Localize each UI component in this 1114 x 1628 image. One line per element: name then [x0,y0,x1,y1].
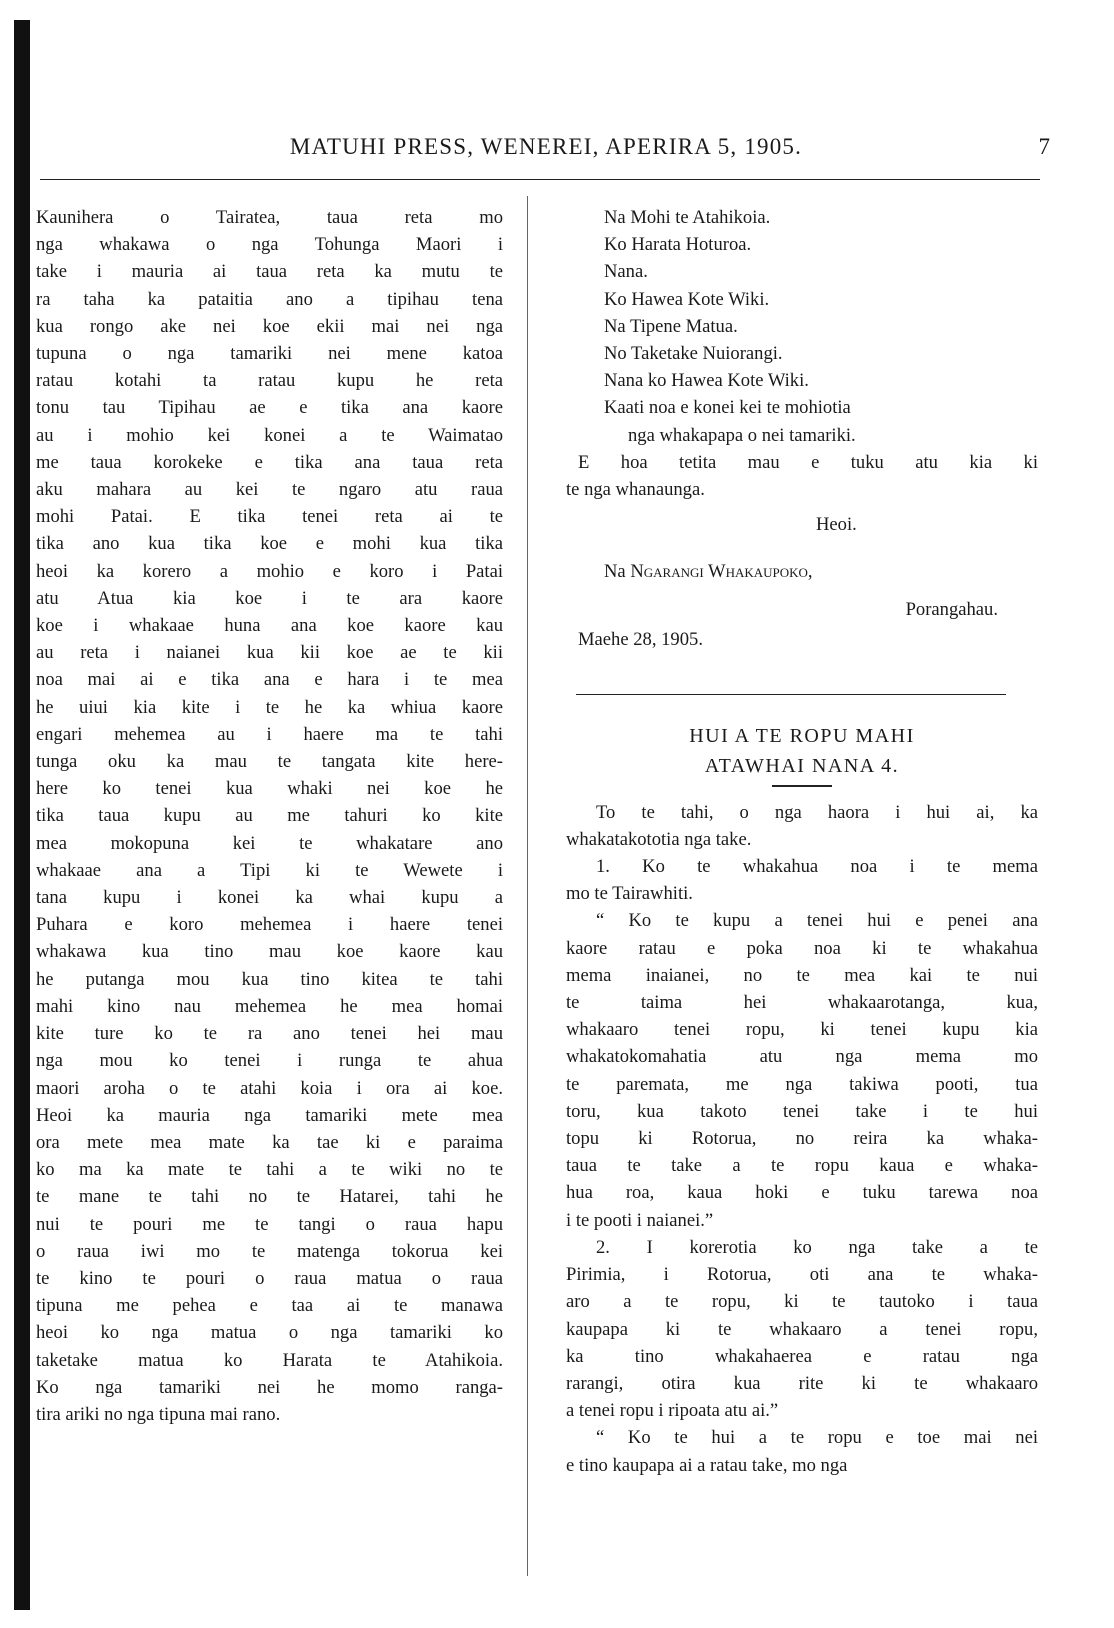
name-line: Kaati noa e konei kei te mohiotia [604,397,851,419]
paragraph-line: e tino kaupapa ai a ratau take, mo nga [566,1454,848,1476]
paragraph [566,853,1038,907]
closing: Heoi. [816,514,857,536]
signature-line [566,558,1038,585]
left-column-line: tira ariki no nga tipuna mai rano. [36,1403,281,1425]
place-date-row [566,586,1038,650]
left-column-line: nui te pouri me te tangi o raua hapu [36,1213,503,1235]
greeting-line: E hoa tetita mau e tuku atu kia ki [578,451,1038,473]
left-column-line: mea mokopuna kei te whakatare ano [36,832,503,854]
left-column-line: tika taua kupu au me tahuri ko kite [36,805,503,827]
left-column-line: au reta i naianei kua kii koe ae te kii [36,642,503,664]
left-column-line: aku mahara au kei te ngaro atu raua [36,479,503,501]
left-column-line: ora mete mea mate ka tae ki e paraima [36,1131,503,1153]
paragraph-line: aro a te ropu, ki te tautoko i taua [566,1291,1038,1313]
left-column-line: tunga oku ka mau te tangata kite here- [36,751,503,773]
name-line: Nana. [604,261,648,283]
left-column-line: koe i whakaae huna ana koe kaore kau [36,615,503,637]
paragraph [566,907,1038,1233]
left-column-line: noa mai ai e tika ana e hara i te mea [36,669,503,691]
left-column-line: mahi kino nau mehemea he mea homai [36,995,503,1017]
paragraph-line: ka tino whakahaerea e ratau nga [566,1345,1038,1367]
left-column-line: te kino te pouri o raua matua o raua [36,1267,503,1289]
paragraph-line: mema inaianei, no te mea kai te nui [566,964,1038,986]
left-column-line: atu Atua kia koe i te ara kaore [36,587,503,609]
left-column-line: nga mou ko tenei i runga te ahua [36,1050,503,1072]
paragraph-line: taua te take a te ropu kaua e whaka- [566,1155,1038,1177]
column-divider [527,196,528,1576]
paragraph-line: whakatokomahatia atu nga mema mo [566,1046,1038,1068]
paragraph-line: i te pooti i naianei.” [566,1209,714,1231]
name-line: Nana ko Hawea Kote Wiki. [604,370,809,392]
section-rule [576,694,1006,695]
signature-name: Ngarangi Whakaupoko, [630,561,813,583]
paragraph-line: hua roa, kaua hoki e tuku tarewa noa [566,1182,1038,1204]
left-column-line: tupuna o nga tamariki nei mene katoa [36,343,503,365]
name-line: Na Tipene Matua. [604,315,738,337]
paragraph [566,799,1038,853]
name-line: Na Mohi te Atahikoia. [604,207,771,228]
left-column-line: whakawa kua tino mau koe kaore kau [36,941,503,963]
paragraph-line: 1. Ko te whakahua noa i te mema [596,856,1038,878]
paragraph-line: mo te Tairawhiti. [566,883,693,905]
left-column-line: engari mehemea au i haere ma te tahi [36,723,503,745]
header-title: MATUHI PRESS, WENEREI, APERIRA 5, 1905. [289,134,803,159]
page-binding-edge [14,20,30,1610]
left-column-line: Kaunihera o Tairatea, taua reta mo [36,207,503,228]
left-column-line: tipuna me pehea e taa ai te manawa [36,1295,503,1317]
left-column-line: mohi Patai. E tika tenei reta ai te [36,506,503,528]
left-column-line: heoi ka korero a mohio e koro i Patai [36,560,503,582]
left-column-line: te mane te tahi no te Hatarei, tahi he [36,1186,503,1208]
left-column-line: take i mauria ai taua reta ka mutu te [36,261,503,283]
left-column-line: o raua iwi mo te matenga tokorua kei [36,1240,503,1262]
paragraph-line: topu ki Rotorua, no reira ka whaka- [566,1128,1038,1150]
right-column [566,204,1038,1479]
paragraph-line: To te tahi, o nga haora i hui ai, ka [596,801,1038,823]
left-column-line: Heoi ka mauria nga tamariki mete mea [36,1104,503,1126]
left-column-line: ko ma ka mate te tahi a te wiki no te [36,1159,503,1181]
left-column-line: he uiui kia kite i te he ka whiua kaore [36,696,503,718]
left-column-line: he putanga mou kua tino kitea te tahi [36,968,503,990]
heading-dash [772,785,832,787]
page-header [40,134,1050,170]
name-line: Ko Hawea Kote Wiki. [604,288,770,310]
left-column-line: me taua korokeke e tika ana taua reta [36,451,503,473]
section-heading-line-1: HUI A TE ROPU MAHI [689,724,915,747]
paragraph-line: Pirimia, i Rotorua, oti ana te whaka- [566,1264,1038,1286]
paragraph-line: a tenei ropu i ripoata atu ai.” [566,1400,779,1422]
left-column-line: kua rongo ake nei koe ekii mai nei nga [36,315,503,337]
section-body [566,799,1038,1479]
header-rule [40,179,1040,180]
left-column-line: ra taha ka pataitia ano a tipihau tena [36,288,503,310]
left-column-line: Ko nga tamariki nei he momo ranga- [36,1376,503,1398]
left-column-line: tana kupu i konei ka whai kupu a [36,887,503,909]
section-heading [566,721,1038,781]
paragraph-line: “ Ko te kupu a tenei hui e penei ana [596,910,1038,932]
paragraph-line: whakaaro tenei ropu, ki tenei kupu kia [566,1019,1038,1041]
left-column-line: kite ture ko te ra ano tenei hei mau [36,1023,503,1045]
signature-prefix: Na [604,561,626,583]
paragraph-line: 2. I korerotia ko nga take a te [596,1236,1038,1258]
place: Porangahau. [905,598,998,620]
left-column-line: here ko tenei kua whaki nei koe he [36,778,503,800]
names-block [566,204,1038,422]
page-number: 7 [1038,134,1050,159]
paragraph-line: kaore ratau e poka noa ki te whakahua [566,937,1038,959]
left-column-line: heoi ko nga matua o nga tamariki ko [36,1322,503,1344]
paragraph-line: te taima hei whakaarotanga, kua, [566,992,1038,1014]
left-column-line: au i mohio kei konei a te Waimatao [36,424,503,446]
greeting-line: te nga whanaunga. [566,479,705,501]
date: Maehe 28, 1905. [578,628,703,650]
left-column-line: whakaae ana a Tipi ki te Wewete i [36,859,503,881]
left-column-line: maori aroha o te atahi koia i ora ai koe. [36,1077,503,1099]
left-column-line: tika ano kua tika koe e mohi kua tika [36,533,503,555]
paragraph-line: toru, kua takoto tenei take i te hui [566,1100,1038,1122]
paragraph [566,1234,1038,1424]
name-line: Ko Harata Hoturoa. [604,234,752,256]
left-column-line: taketake matua ko Harata te Atahikoia. [36,1349,503,1371]
left-column-line: nga whakawa o nga Tohunga Maori i [36,234,503,256]
left-column-line: Puhara e koro mehemea i haere tenei [36,914,503,936]
left-column [36,204,503,1428]
paragraph-line: whakatakototia nga take. [566,828,752,850]
greeting-block [566,449,1038,503]
paragraph-line: rarangi, otira kua rite ki te whakaaro [566,1372,1038,1394]
signature-block [566,511,1038,650]
names-indent-line: nga whakapapa o nei tamariki. [628,424,856,446]
left-column-line: tonu tau Tipihau ae e tika ana kaore [36,397,503,419]
section-heading-line-2: ATAWHAI NANA 4. [704,754,900,777]
paragraph-line: kaupapa ki te whakaaro a tenei ropu, [566,1318,1038,1340]
paragraph-line: “ Ko te hui a te ropu e toe mai nei [596,1427,1038,1449]
paragraph [566,1424,1038,1478]
name-line: No Taketake Nuiorangi. [604,343,783,365]
paragraph-line: te paremata, me nga takiwa pooti, tua [566,1073,1038,1095]
left-column-line: ratau kotahi ta ratau kupu he reta [36,370,503,392]
